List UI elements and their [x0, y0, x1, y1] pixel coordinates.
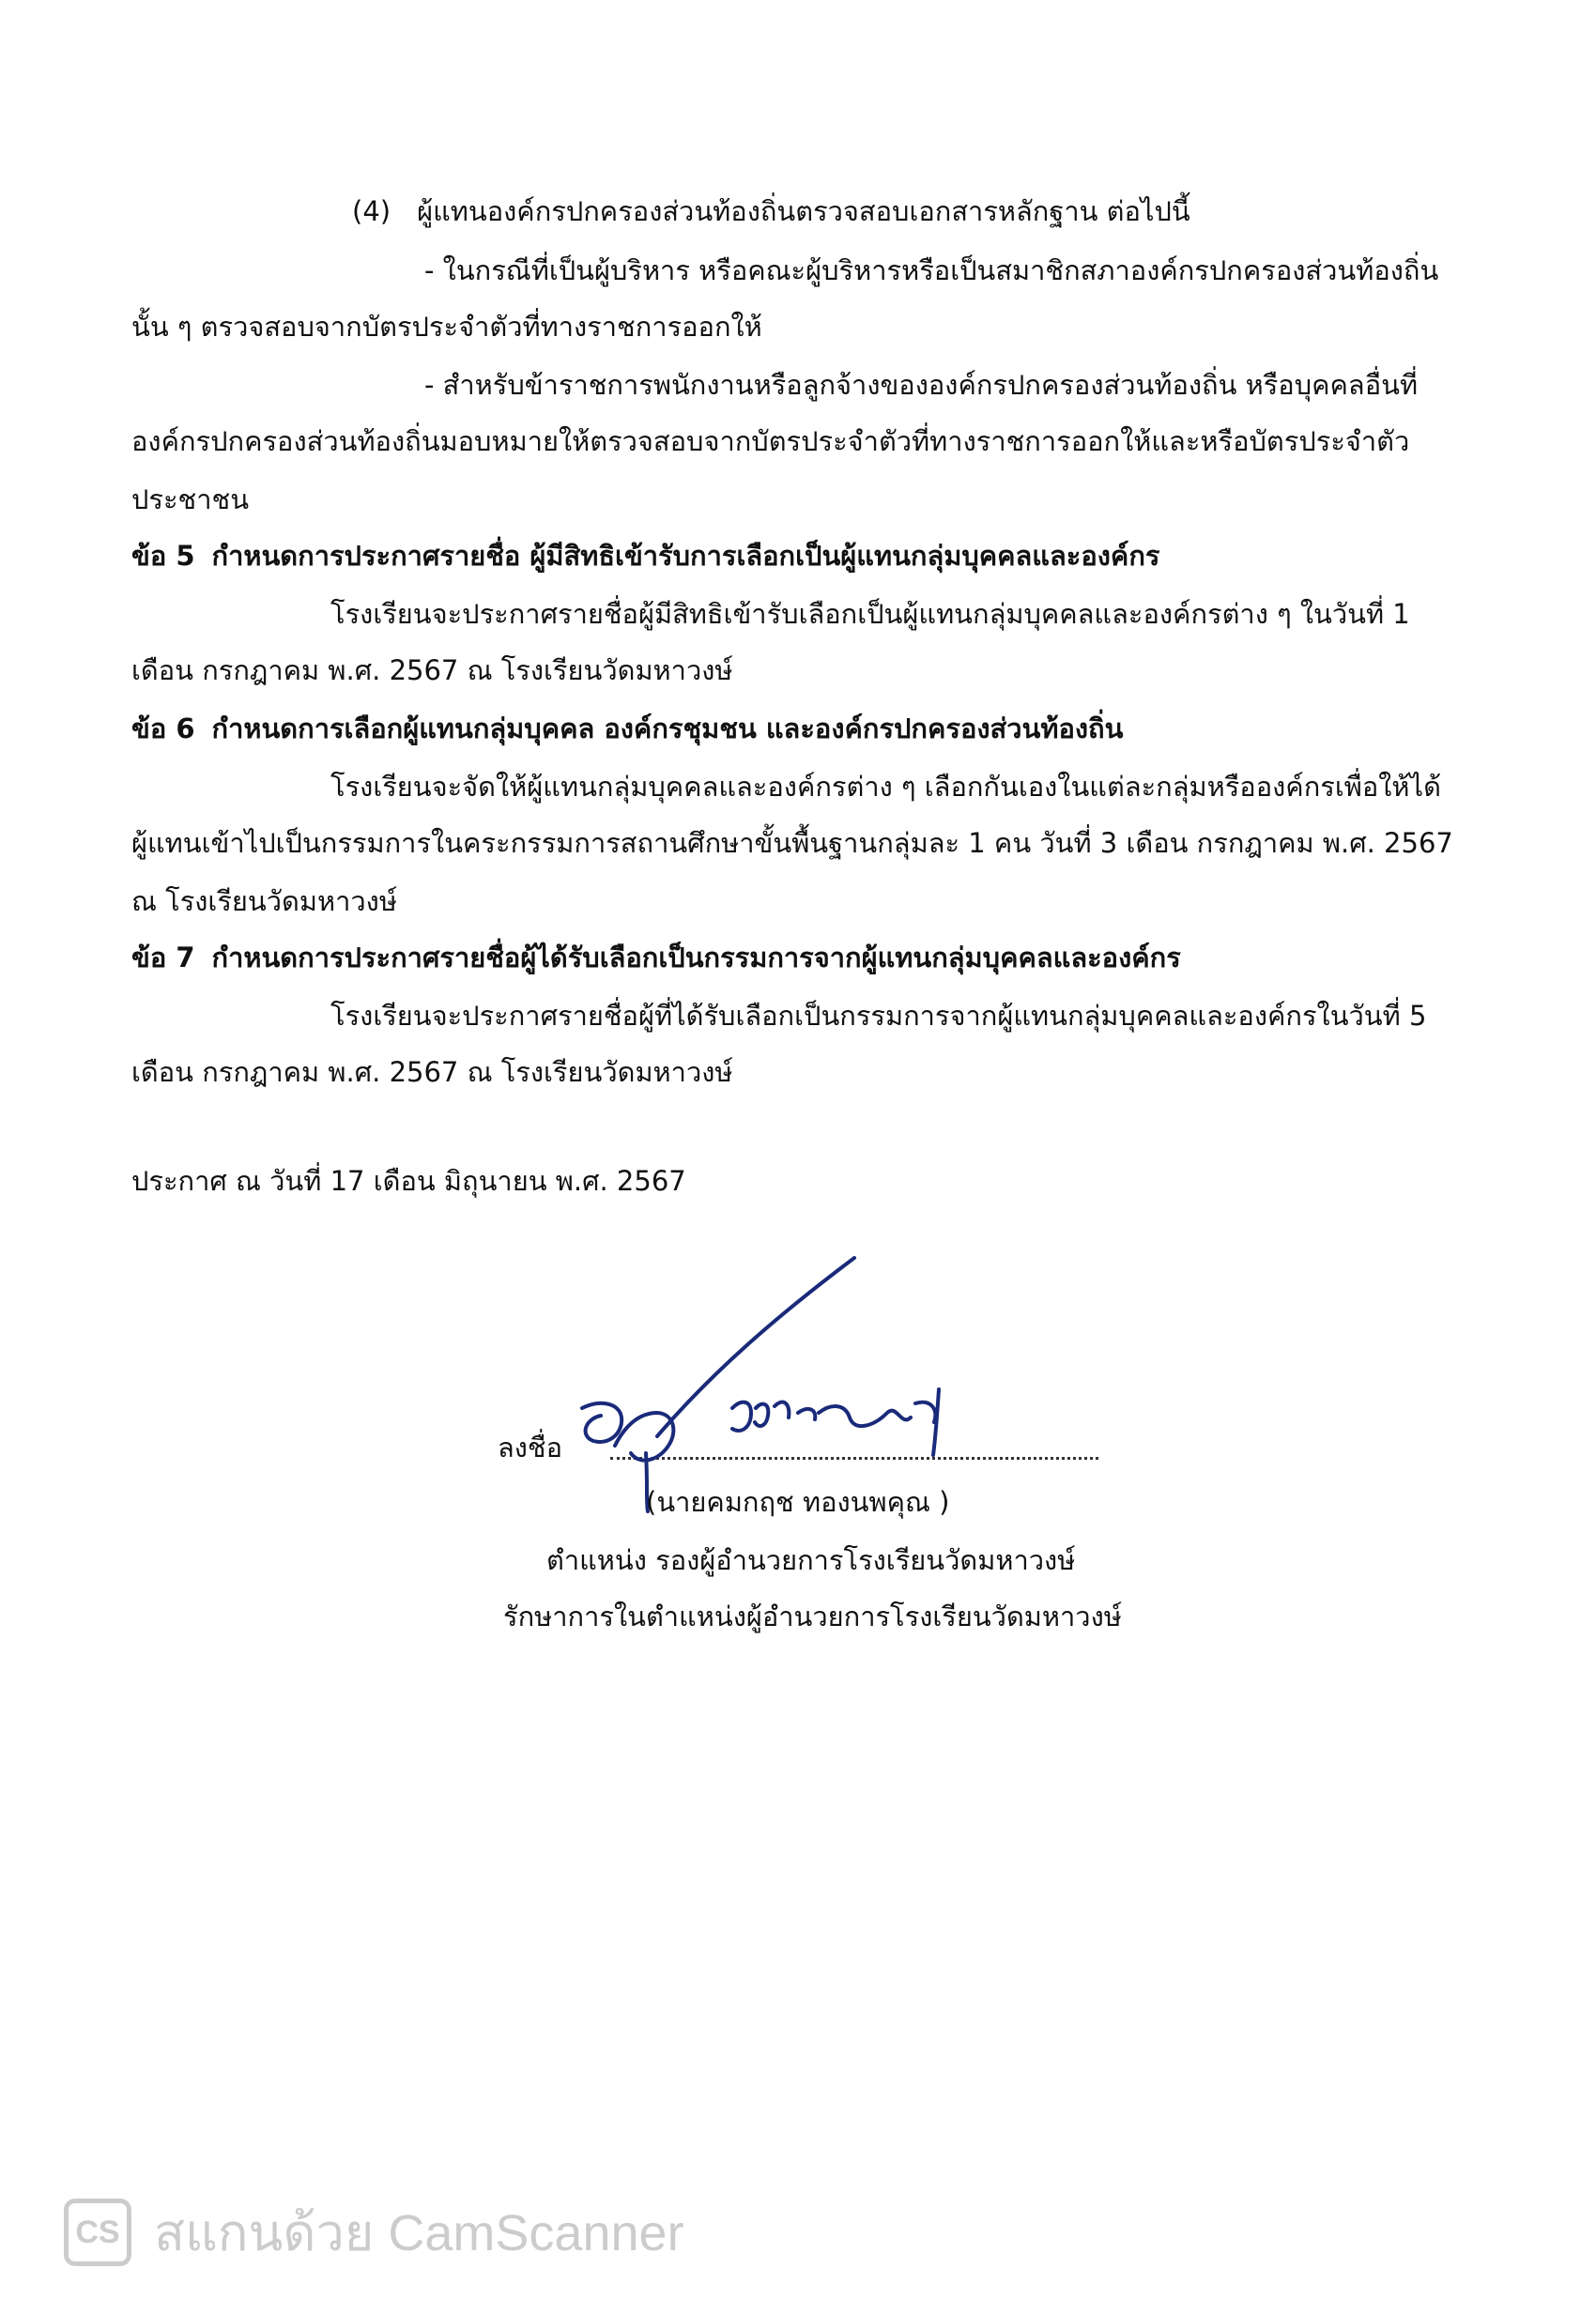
signer-acting-position: รักษาการในตำแหน่งผู้อำนวยการโรงเรียนวัดมหาวงษ์ — [503, 1601, 1122, 1632]
clause-6-line-2: ผู้แทนเข้าไปเป็นกรรมการในคระกรรมการสถานศึกษาขั้นพื้นฐานกลุ่มละ 1 คน วันที่ 3 เดือน กรกฎาคม พ.ศ. 2567 — [131, 827, 1453, 859]
signer-name: (นายคมกฤช ทองนพคุณ ) — [646, 1486, 950, 1518]
item-4-bullet-2-line-1: - สำหรับข้าราชการพนักงานหรือลูกจ้างขององค์กรปกครองส่วนท้องถิ่น หรือบุคคลอื่นที่ — [424, 369, 1419, 401]
item-4-bullet-1-line-1: - ในกรณีที่เป็นผู้บริหาร หรือคณะผู้บริหารหรือเป็นสมาชิกสภาองค์กรปกครองส่วนท้องถิ่น — [424, 254, 1439, 286]
item-4-bullet-2-line-2: องค์กรปกครองส่วนท้องถิ่นมอบหมายให้ตรวจสอบจากบัตรประจำตัวที่ทางราชการออกให้และหรือบัตรประจำตัว — [131, 425, 1410, 457]
clause-5-line-2: เดือน กรกฎาคม พ.ศ. 2567 ณ โรงเรียนวัดมหาวงษ์ — [131, 654, 733, 686]
clause-7-line-1: โรงเรียนจะประกาศรายชื่อผู้ที่ได้รับเลือกเป็นกรรมการจากผู้แทนกลุ่มบุคคลและองค์กรในวันที่ 5 — [330, 1000, 1427, 1032]
clause-7-heading: กำหนดการประกาศรายชื่อผู้ได้รับเลือกเป็นกรรมการจากผู้แทนกลุ่มบุคคลและองค์กร — [211, 942, 1181, 973]
announcement-date: ประกาศ ณ วันที่ 17 เดือน มิถุนายน พ.ศ. 2567 — [131, 1165, 686, 1197]
clause-7-label: ข้อ 7 — [131, 942, 195, 973]
item-4-bullet-2-line-3: ประชาชน — [131, 483, 250, 515]
signature-label: ลงชื่อ — [498, 1432, 563, 1463]
signer-position: ตำแหน่ง รองผู้อำนวยการโรงเรียนวัดมหาวงษ์ — [546, 1544, 1076, 1576]
clause-5-heading: กำหนดการประกาศรายชื่อ ผู้มีสิทธิเข้ารับการเลือกเป็นผู้แทนกลุ่มบุคคลและองค์กร — [211, 540, 1160, 572]
camscanner-watermark-text: สแกนด้วย CamScanner — [154, 2205, 684, 2261]
item-4-number: (4) — [352, 195, 391, 227]
item-4-bullet-1-line-2: นั้น ๆ ตรวจสอบจากบัตรประจำตัวที่ทางราชการออกให้ — [131, 311, 762, 343]
clause-5-line-1: โรงเรียนจะประกาศรายชื่อผู้มีสิทธิเข้ารับเลือกเป็นผู้แทนกลุ่มบุคคลและองค์กรต่าง ๆ ในวันที่ 1 — [330, 598, 1410, 630]
camscanner-watermark — [64, 2197, 684, 2268]
item-4-text: ผู้แทนองค์กรปกครองส่วนท้องถิ่นตรวจสอบเอกสารหลักฐาน ต่อไปนี้ — [417, 195, 1190, 227]
clause-5-label: ข้อ 5 — [131, 540, 195, 572]
clause-7-line-2: เดือน กรกฎาคม พ.ศ. 2567 ณ โรงเรียนวัดมหาวงษ์ — [131, 1056, 733, 1088]
clause-6-label: ข้อ 6 — [131, 713, 195, 744]
camscanner-logo-icon: CS — [64, 2199, 131, 2266]
clause-6-line-1: โรงเรียนจะจัดให้ผู้แทนกลุ่มบุคคลและองค์กรต่าง ๆ เลือกกันเองในแต่ละกลุ่มหรือองค์กรเพื่อให้ได้ — [330, 771, 1441, 803]
clause-6-heading: กำหนดการเลือกผู้แทนกลุ่มบุคคล องค์กรชุมชน และองค์กรปกครองส่วนท้องถิ่น — [211, 713, 1124, 744]
clause-6-line-3: ณ โรงเรียนวัดมหาวงษ์ — [131, 885, 397, 917]
